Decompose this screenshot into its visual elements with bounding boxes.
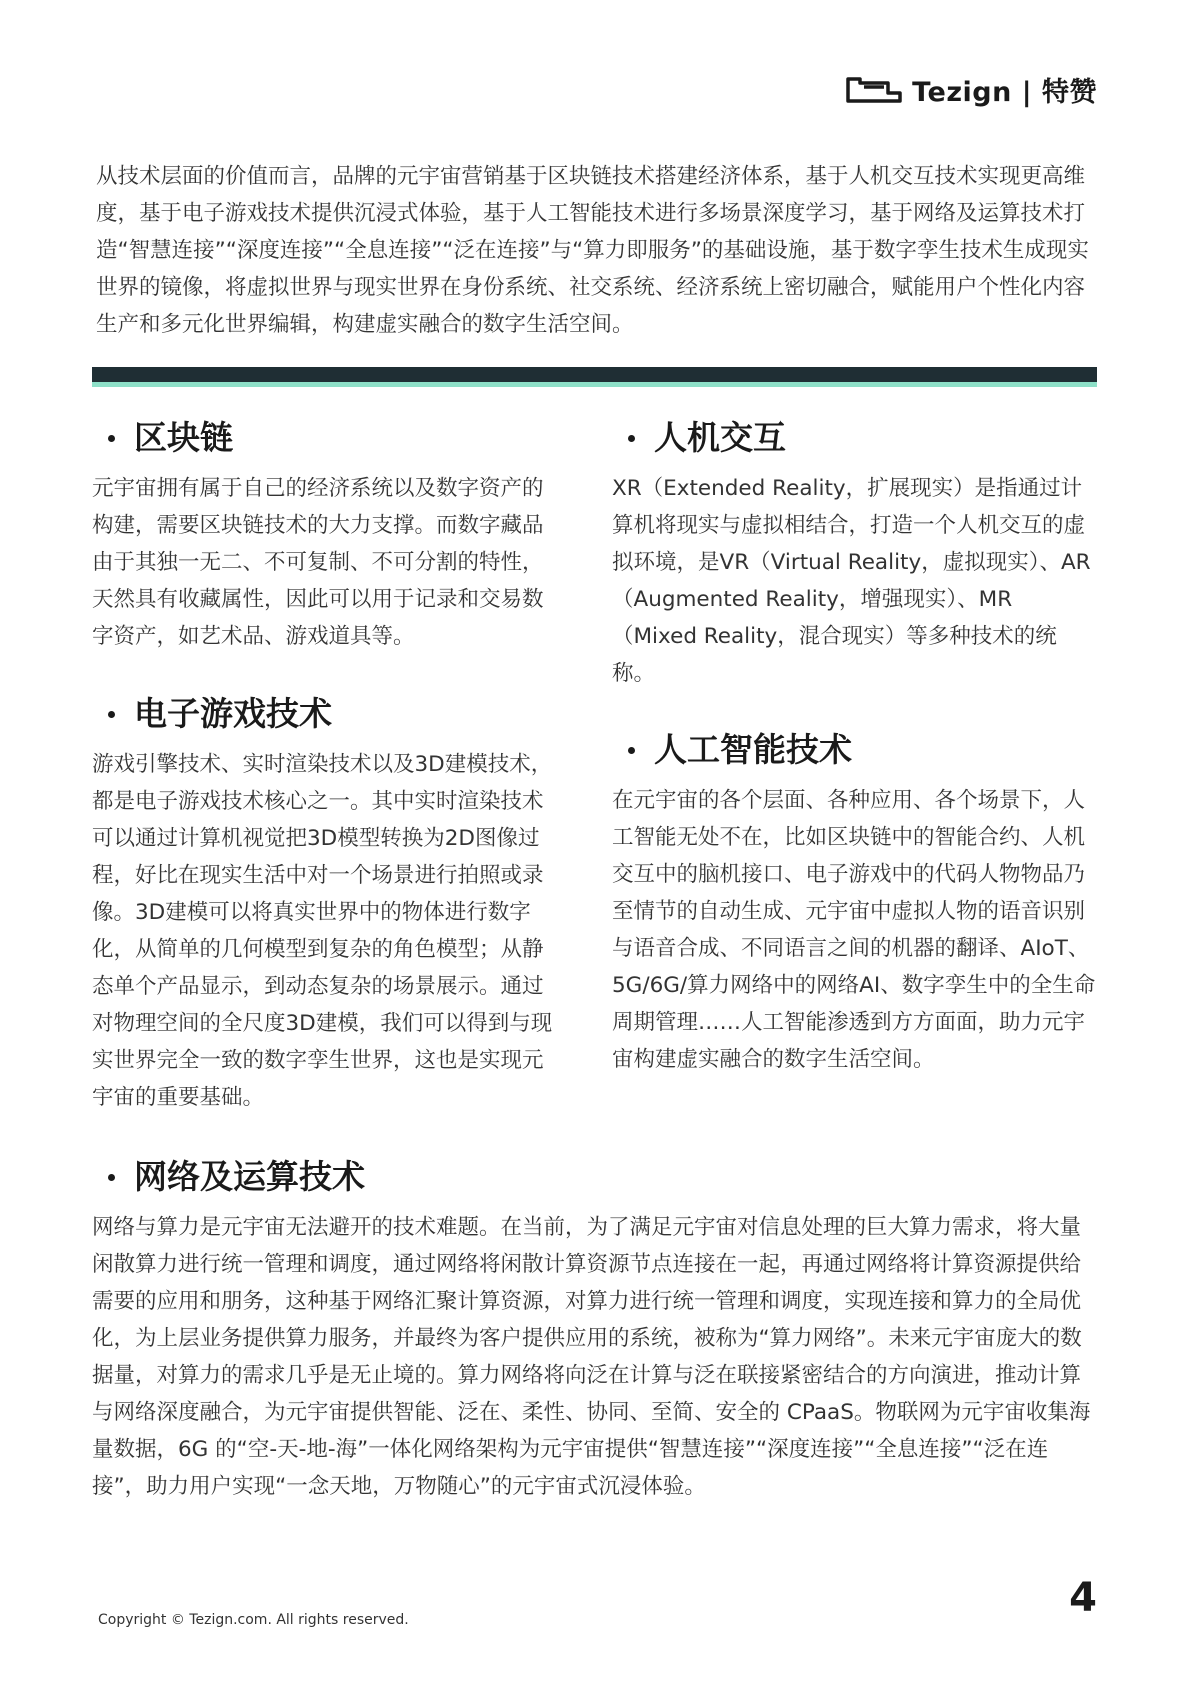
- section-title: 人工智能技术: [654, 730, 852, 769]
- bullet-icon: [628, 747, 635, 754]
- bullet-icon: [628, 435, 635, 442]
- intro-paragraph: 从技术层面的价值而言，品牌的元宇宙营销基于区块链技术搭建经济体系，基于人机交互技术实现更高维度，基于电子游戏技术提供沉浸式体验，基于人工智能技术进行多场景深度学习，基于网络及运算技术打造“智慧连接”“深度连接”“全息连接”“泛在连接”与“算力即服务”的基础设施，基于数字孪生技术生成现实世界的镜像，将虚拟世界与现实世界在身份系统、社交系统、经济系统上密切融合，赋能用户个性化内容生产和多元化世界编辑，构建虚实融合的数字生活空间。: [96, 164, 1089, 337]
- section-body: 在元宇宙的各个层面、各种应用、各个场景下，人工智能无处不在，比如区块链中的智能合约、人机交互中的脑机接口、电子游戏中的代码人物物品乃至情节的自动生成、元宇宙中虚拟人物的语音识别与语音合成、不同语言之间的机器的翻译、AIoT、5G/6G/算力网络中的网络AI、数字孪生中的全生命周期管理……人工智能渗透到方方面面，助力元宇宙构建虚实融合的数字生活空间。: [612, 788, 1096, 1072]
- divider-dark-bar: [92, 367, 1097, 382]
- section-body: 元宇宙拥有属于自己的经济系统以及数字资产的构建，需要区块链技术的大力支撑。而数字藏品由于其独一无二、不可复制、不可分割的特性，天然具有收藏属性，因此可以用于记录和交易数字资产，如艺术品、游戏道具等。: [92, 476, 544, 649]
- section-body: XR（Extended Reality，扩展现实）是指通过计算机将现实与虚拟相结合，打造一个人机交互的虚拟环境，是VR（Virtual Reality，虚拟现实）、AR（Augmented Reality，增强现实）、MR（Mixed Reality，混合现实）等多种技术的统称。: [612, 476, 1091, 686]
- bullet-icon: [108, 711, 115, 718]
- bullet-icon: [108, 1174, 115, 1181]
- section-body: 游戏引擎技术、实时渲染技术以及3D建模技术，都是电子游戏技术核心之一。其中实时渲染技术可以通过计算机视觉把3D模型转换为2D图像过程，好比在现实生活中对一个场景进行拍照或录像。3D建模可以将真实世界中的物体进行数字化，从简单的几何模型到复杂的角色模型；从静态单个产品显示，到动态复杂的场景展示。通过对物理空间的全尺度3D建模，我们可以得到与现实世界完全一致的数字孪生世界，这也是实现元宇宙的重要基础。: [92, 752, 553, 1110]
- section-ai: [612, 728, 1097, 1078]
- logo-text: Tezign | 特赞: [912, 77, 1097, 108]
- section-title: 电子游戏技术: [134, 694, 332, 733]
- section-hci: [612, 416, 1097, 692]
- page-number: 4: [1069, 1575, 1097, 1621]
- section-body: 网络与算力是元宇宙无法避开的技术难题。在当前，为了满足元宇宙对信息处理的巨大算力需求，将大量闲散算力进行统一管理和调度，通过网络将闲散计算资源节点连接在一起，再通过网络将计算资源提供给需要的应用和朋务，这种基于网络汇聚计算资源，对算力进行统一管理和调度，实现连接和算力的全局优化，为上层业务提供算力服务，并最终为客户提供应用的系统，被称为“算力网络”。未来元宇宙庞大的数据量，对算力的需求几乎是无止境的。算力网络将向泛在计算与泛在联接紧密结合的方向演进，推动计算与网络深度融合，为元宇宙提供智能、泛在、柔性、协同、至简、安全的 CPaaS。物联网为元宇宙收集海量数据，6G 的“空-天-地-海”一体化网络架构为元宇宙提供“智慧连接”“深度连接”“全息连接”“泛在连接”，助力用户实现“一念天地，万物随心”的元宇宙式沉浸体验。: [92, 1215, 1091, 1499]
- section-title: 网络及运算技术: [134, 1157, 365, 1196]
- divider-accent-bar: [92, 382, 1097, 387]
- section-network: [92, 1155, 1097, 1505]
- section-gaming: [92, 692, 562, 1116]
- section-divider: [92, 367, 1097, 387]
- section-blockchain: [92, 416, 562, 655]
- bullet-icon: [108, 435, 115, 442]
- section-title: 人机交互: [654, 418, 786, 457]
- section-title: 区块链: [134, 418, 233, 457]
- brand-logo: [844, 70, 1097, 109]
- copyright-footer: Copyright © Tezign.com. All rights reserved.: [98, 1612, 409, 1628]
- tezign-logo-icon: [844, 73, 904, 107]
